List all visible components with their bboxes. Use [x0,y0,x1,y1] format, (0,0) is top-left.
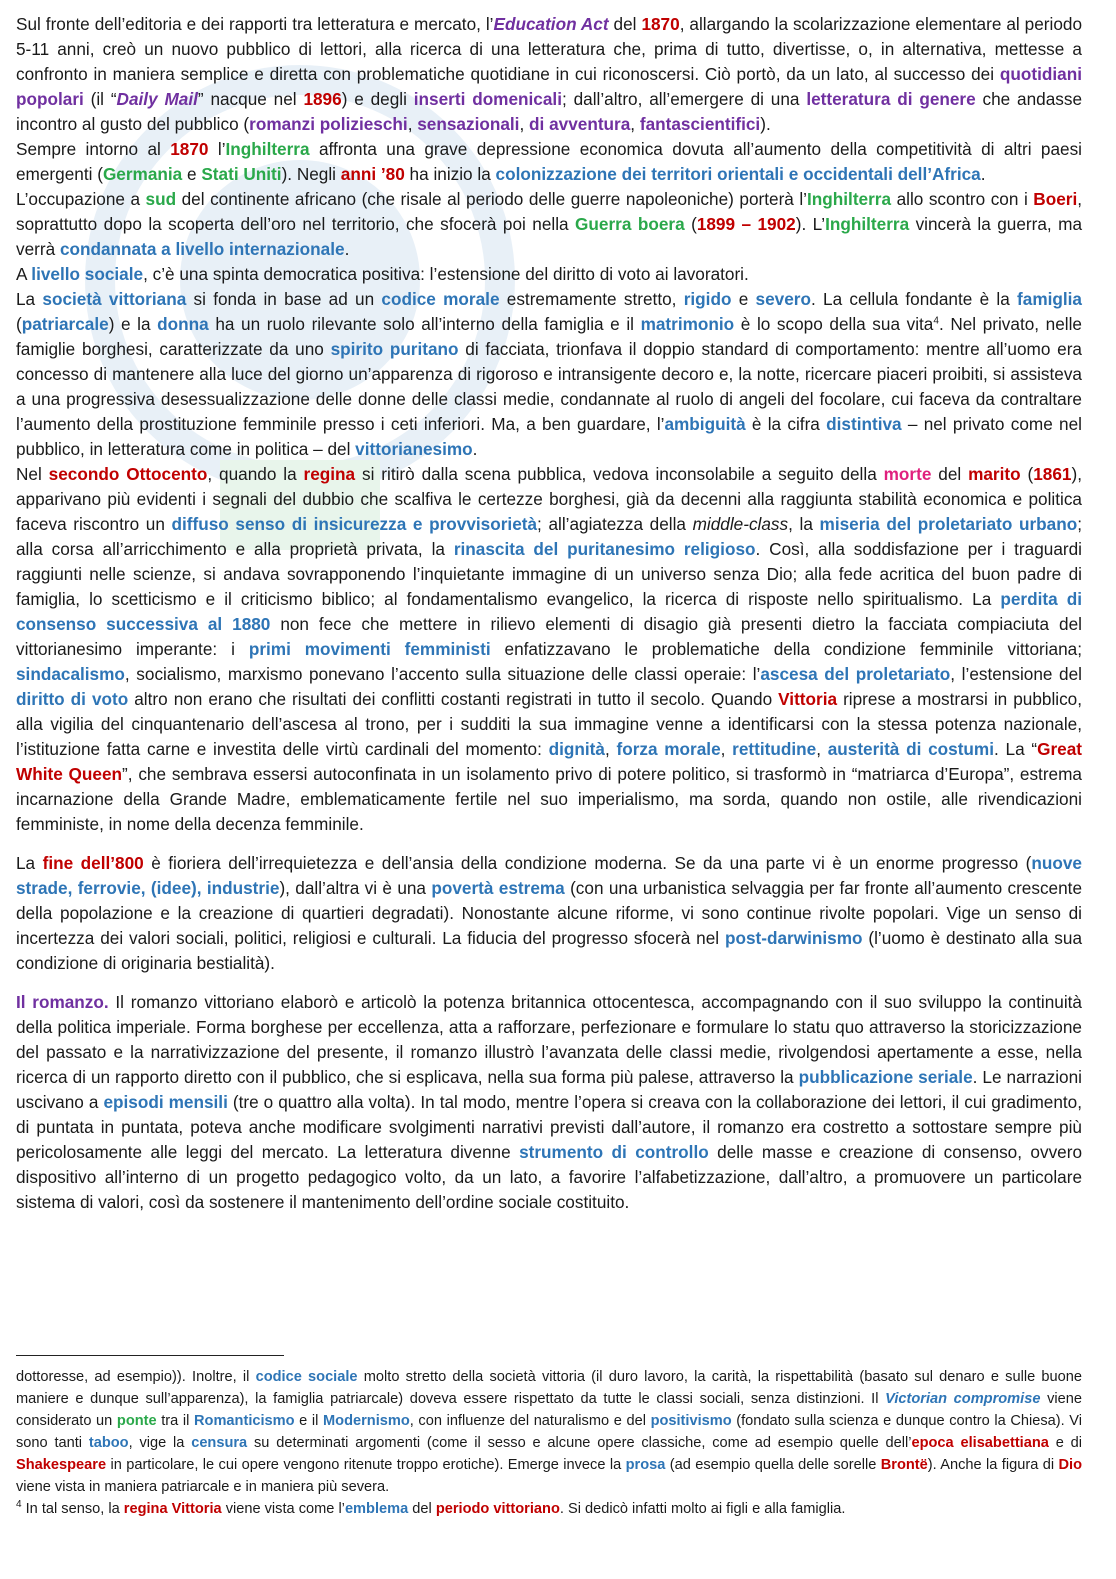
text-run: nuove strade, ferrovie, (idee), industrie [16,853,1082,898]
text-run: Brontë [880,1457,928,1473]
text-run: . [344,239,350,259]
text-run: A [16,264,32,284]
text-run: Sul fronte dell’editoria e dei rapporti tra letteratura e mercato, l’ [16,14,494,34]
text-run: donna [157,314,209,334]
text-run: tra il [156,1413,194,1429]
text-run: Germania [102,164,183,184]
text-run: Guerra boera [575,214,685,234]
text-run: di avventura [529,114,631,134]
text-run: diffuso senso di insicurezza e provvisorietà [171,514,538,534]
text-run: La [16,289,43,309]
text-run: In tal senso, la [21,1501,124,1517]
text-run: ), apparivano più evidenti i segnali del dubbio che scalfiva le certezze borghesi, già da decenni alla raggiunta stabilità economica e politica faceva riscontro un [16,464,1082,534]
text-run: ha inizio la [404,164,496,184]
footnote-4 [16,1498,1082,1520]
footnotes [16,1366,1082,1520]
text-run: , [630,114,640,134]
text-run: codice sociale [255,1369,358,1385]
text-run: del [608,14,642,34]
text-run: Inghilterra [807,189,892,209]
text-run: affronta una grave depressione economica dovuta all’aumento della competitività di altri paesi emergenti ( [16,139,1082,184]
text-run: rigido [683,289,732,309]
text-run: l’ [208,139,226,159]
text-run: , allargando la scolarizzazione elementare al periodo 5-11 anni, creò un nuovo pubblico di lettori, alla ricerca di una letteratura che, prima di tutto, divertisse, o, in alternativa, mettesse a confronto in maniera semplice e diretta con problematiche quotidiane in cui riconoscersi. Ciò portò, da un lato, al successo dei [16,14,1083,84]
text-run: ambiguità [664,414,746,434]
para-societa-vittoriana [16,287,1082,462]
text-run: secondo Ottocento [48,464,208,484]
text-run: enfatizzavano le problematiche della condizione femminile vittoriana; [490,639,1083,659]
text-run: famiglia [1017,289,1082,309]
text-run: marito [968,464,1021,484]
text-run: società vittoriana [42,289,187,309]
text-run: ), dall’altra vi è una [279,878,432,898]
text-run: che andasse incontro al gusto del pubblico ( [16,89,1083,134]
text-run: ; all’agiatezza della [537,514,693,534]
text-run: ; dall’altro, all’emergere di una [561,89,807,109]
text-run: rinascita del puritanesimo religioso [453,539,756,559]
text-run: viene vista come l’ [221,1501,345,1517]
text-run: delle masse e creazione di consenso, ovvero dispositivo all’interno di un progetto pedagogico volto, da un lato, a favorire l’alfabetizzazione, dall’altro, a promuovere un particolare sistema di valori, così da sostenere il mantenimento dell’ordine sociale costituito. [16,1142,1083,1212]
text-run: L’occupazione a [16,189,146,209]
text-run: e [731,289,756,309]
text-run: , [407,114,418,134]
text-run: sensazionali [417,114,520,134]
text-run: è lo scopo della sua vita [734,314,934,334]
text-run: riprese a mostrarsi in pubblico, alla vigilia del cinquantenario dell’ascesa al trono, per i sudditi la sua immagine venne a identificarsi con la stessa potenza nazionale, l’istituzione fatta carne e investita delle virtù cardinali del momento: [16,689,1083,759]
text-run: patriarcale [21,314,109,334]
para-secondo-ottocento [16,462,1082,837]
paragraph-gap [16,976,1082,990]
text-run: Il romanzo. [16,992,109,1012]
text-run: colonizzazione dei territori orientali e occidentali dell’Africa [495,164,981,184]
text-run: pubblicazione seriale [798,1067,973,1087]
text-run: Education Act [493,14,609,34]
text-run: post-darwinismo [724,928,863,948]
text-run: miseria del proletariato urbano [819,514,1078,534]
text-run: viene considerato un [16,1391,1082,1429]
text-run: Boeri [1033,189,1078,209]
text-run: 1861 [1033,464,1072,484]
text-run: su determinati argomenti (come il sesso e alcune opere classiche, come ad esempio quelle dell’ [247,1435,912,1451]
text-run: viene vista in maniera patriarcale e in maniera più severa. [16,1479,390,1495]
text-run: ) e la [108,314,158,334]
footnote-continued [16,1366,1082,1498]
text-run: allo scontro con i [891,189,1034,209]
text-run: ). [760,114,771,134]
text-run: molto stretto della società vittoria (il duro lavoro, la carità, la rispettabilità (basato sul denaro e sulle buone maniere e dunque sull’apparenza), la famiglia patriarcale) doveva essere rispettato da tutte le classi sociali, senza distinzioni. Il [16,1369,1082,1407]
text-run: codice morale [381,289,500,309]
text-run: vincerà la guerra, ma verrà [16,214,1083,259]
text-run: distintiva [826,414,902,434]
text-run: . La cellula fondante è la [810,289,1018,309]
text-run: si ritirò dalla scena pubblica, vedova inconsolabile a seguito della [355,464,884,484]
text-run: emblema [344,1501,409,1517]
text-run: spirito puritano [330,339,459,359]
text-run: . [980,164,986,184]
text-run: severo [755,289,811,309]
text-run: di facciata, trionfava il doppio standard di comportamento: mentre all’uomo era concesso di mantenere alla luce del giorno un’apparenza di rigoroso e intransigente decoro e, la notte, ricercare piaceri proibiti, si assisteva a una progressiva desessualizzazione delle donne delle classi medie, condannate al ruolo di angeli del focolare, cui faceva da contraltare l’aumento della prostituzione femminile presso i ceti inferiori. Ma, a ben guardare, l’ [16,339,1082,434]
paragraph-gap [16,837,1082,851]
text-run: povertà estrema [431,878,565,898]
text-run: . [472,439,478,459]
text-run: non fece che mettere in rilievo elementi di disagio già presenti dietro la facciata compiaciuta del vittorianesimo imperante: i [16,614,1082,659]
text-run: Stati Uniti [201,164,282,184]
text-run: – nel privato come nel pubblico, in letteratura come in politica – del [16,414,1082,459]
text-run: (tre o quattro alla volta). In tal modo, mentre l’opera si creava con la collaborazione dei lettori, il cui gradimento, di puntata in puntata, poteva anche modificare svolgimenti narrativi previsti dall’autore, il romanzo era costretto a sottostare sempre più pericolosamente alle leggi del mercato. La letteratura divenne [16,1092,1083,1162]
text-run: ponte [116,1413,157,1429]
text-run: austerità di costumi [827,739,994,759]
text-run: La [16,853,43,873]
text-run: ( [684,214,697,234]
text-run: 1896 [303,89,342,109]
para-romanzo [16,990,1082,1215]
text-run: del continente africano (che risale al periodo delle guerre napoleoniche) porterà l’ [176,189,807,209]
text-run: quotidiani popolari [16,64,1082,109]
text-run: strumento di controllo [519,1142,709,1162]
text-run: Sempre intorno al [16,139,171,159]
para-fine-800 [16,851,1082,976]
text-run: epoca elisabettiana [911,1435,1049,1451]
text-run: , soprattutto dopo la scoperta dell’oro nel territorio, che sfocerà poi nella [16,189,1082,234]
text-run: Dio [1058,1457,1082,1473]
text-run: , [816,739,828,759]
text-run: in particolare, le cui opere vengono ritenute troppo erotiche). Emerge invece la [106,1457,626,1473]
text-run: , vige la [128,1435,192,1451]
text-run: (il “ [83,89,117,109]
text-run: anni ’80 [340,164,405,184]
text-run: (l’uomo è destinato alla sua condizione di originaria bestialità). [16,928,1082,973]
text-run: romanzi polizieschi [249,114,408,134]
text-run: morte [883,464,932,484]
text-run: episodi mensili [103,1092,228,1112]
text-run: (fondato sulla scienza e dunque contro la Chiesa). Vi sono tanti [16,1413,1082,1451]
text-run: Inghilterra [825,214,910,234]
footnote-separator [16,1355,284,1356]
text-run: positivismo [650,1413,732,1429]
text-run: Victorian compromise [885,1391,1041,1407]
text-run: , la [788,514,820,534]
footnote-ref: 4 [16,1499,22,1511]
text-run: Great White Queen [16,739,1082,784]
text-run: 1870 [170,139,209,159]
text-run: e il [294,1413,323,1429]
text-run: fantascientifici [639,114,761,134]
text-run: (ad esempio quella delle sorelle [665,1457,881,1473]
text-run: prosa [625,1457,666,1473]
text-run: ) e degli [341,89,414,109]
text-run: , quando la [207,464,304,484]
text-run: ). Negli [281,164,341,184]
text-run: 1899 – 1902 [696,214,796,234]
text-run: rettitudine [732,739,817,759]
text-run: , [720,739,733,759]
text-run: , [604,739,617,759]
text-run: ; alla corsa all’arricchimento e alla proprietà privata, la [16,514,1083,559]
text-run: sindacalismo [16,664,125,684]
text-run: taboo [88,1435,129,1451]
text-run: altro non erano che risultati dei conflitti costanti registrati in tutto il secolo. Quando [128,689,779,709]
text-run: Il romanzo vittoriano elaborò e articolò la potenza britannica ottocentesca, accompagnando con il suo sviluppo la continuità della politica imperiale. Forma borghese per eccellenza, atta a rafforzare, perfezionare e formulare lo statu quo attraverso la storicizzazione del passato e la narrativizzazione del presente, il romanzo illustrò l’avanzata delle classi medie, rivolgendosi apertamente a esse, nella ricerca di un rapporto diretto con il pubblico, che si esplicava, nella sua forma più palese, attraverso la [16,992,1082,1087]
text-run: censura [191,1435,248,1451]
text-run: e di [1048,1435,1082,1451]
text-run: Modernismo [323,1413,410,1429]
text-run: ha un ruolo rilevante solo all’interno della famiglia e il [208,314,641,334]
text-run: ” nacque nel [197,89,304,109]
text-run: ( [1020,464,1034,484]
text-run: , c’è una spinta democratica positiva: l’estensione del diritto di voto ai lavoratori. [143,264,749,284]
text-run: regina Vittoria [123,1501,222,1517]
text-run: è fioriera dell’irrequietezza e dell’ansia della condizione moderna. Se da una parte vi è un enorme progresso ( [143,853,1032,873]
text-run: ). Anche la figura di [927,1457,1059,1473]
text-run: ( [16,314,22,334]
text-run: ”, che sembrava essersi autoconfinata in un isolamento privo di potere politico, si trasformò in “matriarca d’Europa”, estrema incarnazione della Grande Madre, emblematicamente fertile nel suo imperialismo, ma sorda, quando non ostile, alle rivendicazioni femministe, in nome della decenza femminile. [16,764,1082,834]
text-run: . La “ [994,739,1038,759]
text-run: . Le narrazioni uscivano a [16,1067,1082,1112]
text-run: inserti domenicali [413,89,562,109]
para-sud-africa [16,187,1082,262]
text-run: sud [145,189,177,209]
text-run: ascesa del proletariato [760,664,951,684]
text-run: e [182,164,202,184]
text-run: (con una urbanistica selvaggia per far fronte all’aumento crescente della popolazione e la creazione di quartieri degradati). Nonostante alcune riforme, vi sono continue rivolte popolari. Vige un senso di incertezza dei valori sociali, politici, religiosi e culturali. La fiducia del progresso sfocerà nel [16,878,1083,948]
text-run: . Nel privato, nelle famiglie borghesi, caratterizzate da uno [16,314,1082,359]
text-run: perdita di consenso successiva al 1880 [16,589,1082,634]
para-education-act [16,12,1082,137]
text-run: livello sociale [31,264,144,284]
text-run: . Così, alla soddisfazione per i traguardi raggiunti nelle scienze, si andava sovrapponendo l’inquietante immagine di un universo senza Dio; alla fede acritica del buon padre di famiglia, lo scetticismo e il criticismo biblico; al fondamentalismo evangelico, la ricerca di risposte nello spiritualismo. La [16,539,1082,609]
text-run: Inghilterra [225,139,310,159]
text-run: dottoresse, ad esempio)). Inoltre, il [16,1369,256,1385]
text-run: forza morale [616,739,721,759]
text-run: matrimonio [640,314,735,334]
text-run: estremamente stretto, [499,289,684,309]
text-run: , socialismo, marxismo ponevano l’accento sulla situazione delle classi operaie: l’ [124,664,761,684]
text-run: del [408,1501,436,1517]
text-run: 1870 [641,14,680,34]
text-run: regina [303,464,356,484]
footnote-ref: 4 [933,315,939,327]
text-run: Vittoria [778,689,838,709]
text-run: , [519,114,530,134]
text-run: fine dell’800 [42,853,144,873]
para-livello-sociale [16,262,1082,287]
text-run: del [931,464,969,484]
text-run: è la cifra [745,414,827,434]
text-run: vittorianesimo [355,439,473,459]
text-run: Nel [16,464,49,484]
text-run: ). L’ [795,214,826,234]
text-run: primi movimenti femministi [248,639,491,659]
text-run: diritto di voto [16,689,129,709]
text-run: letteratura di genere [806,89,976,109]
text-run: Shakespeare [16,1457,107,1473]
text-run: middle-class [692,514,789,534]
document-body [16,12,1082,1215]
text-run: si fonda in base ad un [186,289,382,309]
para-depressione [16,137,1082,187]
text-run: periodo vittoriano [435,1501,560,1517]
text-run: . Si dedicò infatti molto ai figli e alla famiglia. [559,1501,846,1517]
text-run: , l’estensione del [950,664,1082,684]
text-run: Daily Mail [116,89,198,109]
text-run: Romanticismo [194,1413,295,1429]
text-run: , con influenze del naturalismo e del [409,1413,651,1429]
text-run: condannata a livello internazionale [59,239,345,259]
text-run: dignità [548,739,605,759]
